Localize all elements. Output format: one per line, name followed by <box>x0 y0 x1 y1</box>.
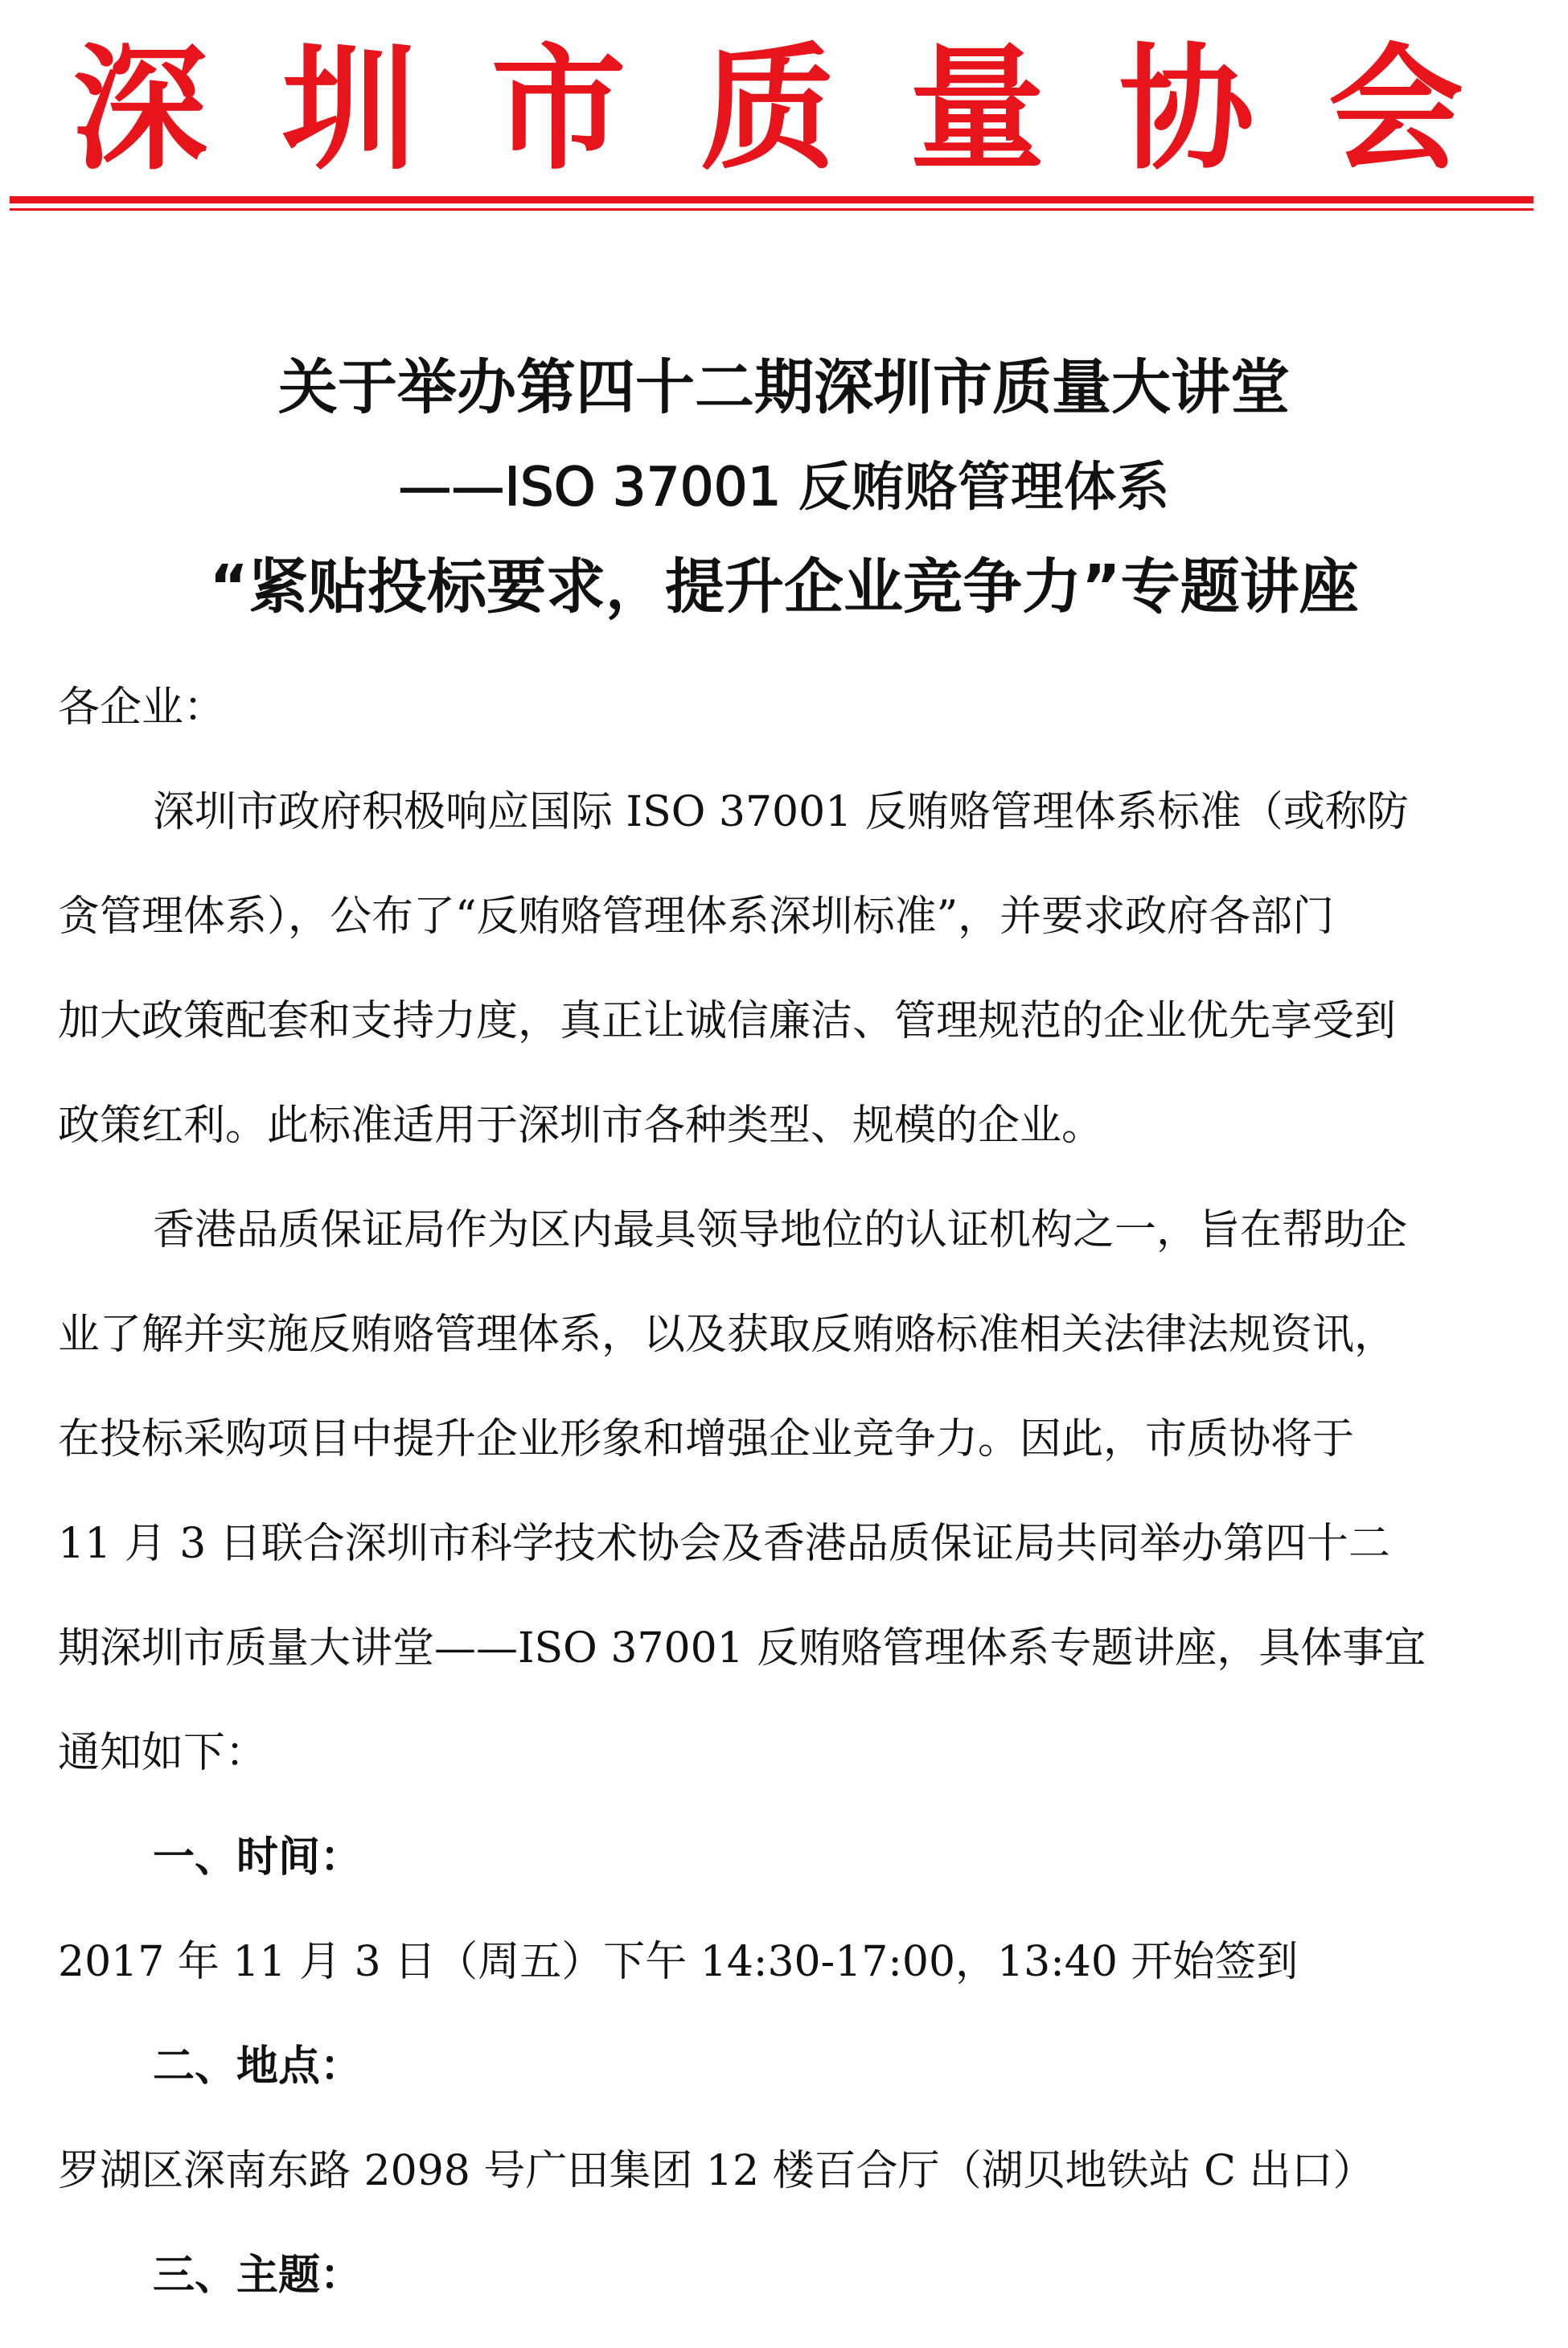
paragraph-line: 在投标采购项目中提升企业形象和增强企业竞争力。因此，市质协将于 <box>58 1415 1355 1463</box>
title-line-subtitle: ——ISO 37001 反贿赂管理体系 <box>398 456 1170 518</box>
org-name-char: 协 <box>1119 29 1254 188</box>
paragraph-line: 通知如下： <box>58 1729 268 1777</box>
letterhead-rule-thin <box>10 208 1533 211</box>
salutation: 各企业： <box>58 683 226 732</box>
org-name-char: 深 <box>72 29 207 188</box>
paragraph-line: 深圳市政府积极响应国际 ISO 37001 反贿赂管理体系标准（或称防 <box>153 788 1409 836</box>
title-line-topic: “紧贴投标要求，提升企业竞争力”专题讲座 <box>209 552 1359 622</box>
paragraph-line: 业了解并实施反贿赂管理体系，以及获取反贿赂标准相关法律法规资讯， <box>58 1311 1397 1359</box>
paragraph-line: 期深圳市质量大讲堂——ISO 37001 反贿赂管理体系专题讲座，具体事宜 <box>58 1624 1426 1673</box>
paragraph-line: 11 月 3 日联合深圳市科学技术协会及香港品质保证局共同举办第四十二 <box>58 1520 1390 1568</box>
org-name-char: 圳 <box>281 29 417 188</box>
paragraph-line: 政策红利。此标准适用于深圳市各种类型、规模的企业。 <box>58 1102 1104 1150</box>
organization-name <box>72 29 1463 188</box>
section-heading-place: 二、地点： <box>153 2042 363 2091</box>
org-name-char: 质 <box>700 29 835 188</box>
section-value-place: 罗湖区深南东路 2098 号广田集团 12 楼百合厅（湖贝地铁站 C 出口） <box>58 2147 1375 2195</box>
paragraph-line: 香港品质保证局作为区内最具领导地位的认证机构之一，旨在帮助企 <box>153 1206 1408 1254</box>
document-title <box>0 338 1568 637</box>
title-line-main: 关于举办第四十二期深圳市质量大讲堂 <box>278 353 1290 422</box>
org-name-char: 量 <box>909 29 1045 188</box>
paragraph-line: 贪管理体系），公布了“反贿赂管理体系深圳标准”，并要求政府各部门 <box>58 893 1335 941</box>
section-heading-topic: 三、主题： <box>153 2251 363 2300</box>
document-body <box>58 675 1545 2348</box>
letterhead <box>0 0 1568 217</box>
org-name-char: 会 <box>1328 29 1463 188</box>
paragraph-line: 加大政策配套和支持力度，真正让诚信廉洁、管理规范的企业优先享受到 <box>58 997 1397 1045</box>
section-value-time: 2017 年 11 月 3 日（周五）下午 14:30-17:00，13:40 开始签到 <box>58 1938 1299 1986</box>
org-name-char: 市 <box>491 29 626 188</box>
section-heading-time: 一、时间： <box>153 1833 363 1882</box>
letterhead-rule-thick <box>10 196 1533 203</box>
